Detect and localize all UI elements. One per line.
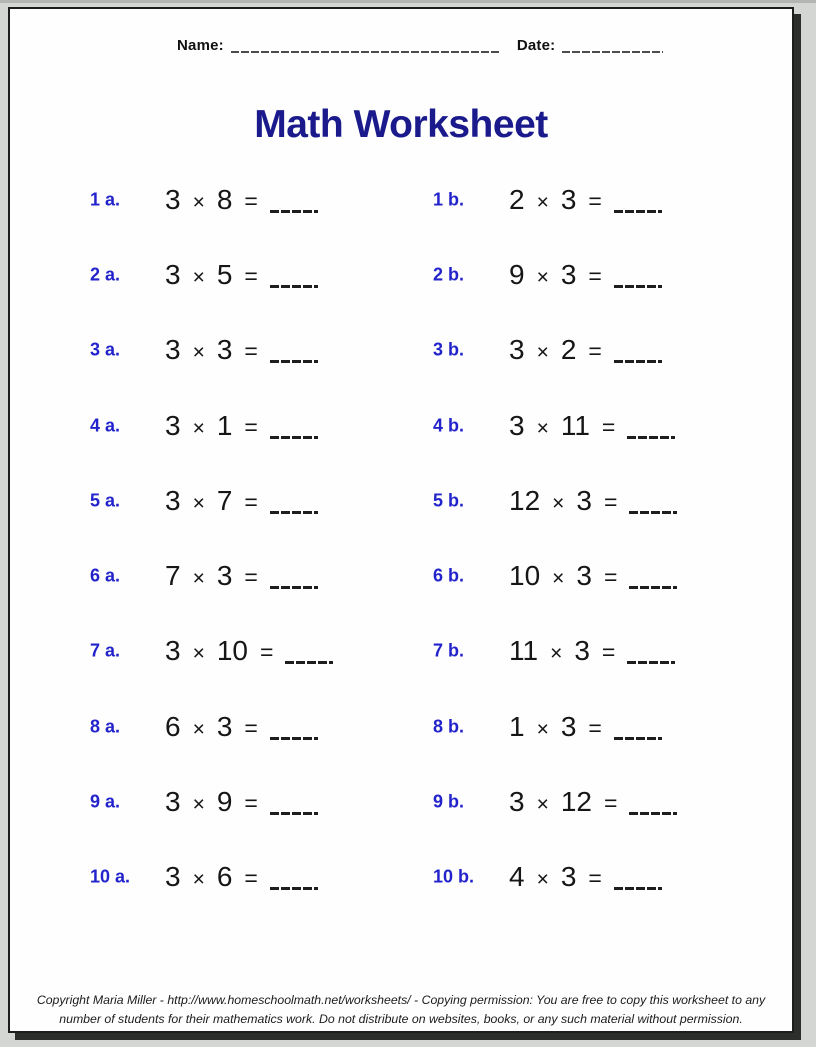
copyright-line-2: number of students for their mathematics work. Do not distribute on websites, books, or any such material without permission. [59,1012,743,1026]
equals-sign: = [588,714,602,741]
name-label: Name: [177,37,224,54]
equals-sign: = [244,187,258,214]
equals-sign: = [244,714,258,741]
factor-2: 11 [560,409,590,441]
equals-sign: = [588,338,602,365]
problem-equation-a [165,711,318,743]
problem-row [10,764,792,839]
problem-equation-a [165,485,318,517]
multiplication-sign-icon: × [192,868,205,892]
answer-blank[interactable] [285,661,333,664]
multiplication-sign-icon: × [550,642,563,666]
factor-2: 3 [216,560,233,592]
multiplication-sign-icon: × [536,341,549,365]
problem-number-a: 3 a. [90,339,121,360]
answer-blank[interactable] [614,737,662,740]
answer-blank[interactable] [614,285,662,288]
problem-row [10,614,792,689]
factor-1: 3 [509,409,525,441]
factor-1: 3 [165,409,181,441]
equals-sign: = [244,564,258,591]
multiplication-sign-icon: × [192,717,205,741]
multiplication-sign-icon: × [192,341,205,365]
window-top-edge [0,0,816,3]
factor-1: 3 [509,786,525,818]
problem-number-a: 7 a. [90,640,121,661]
problem-number-a: 9 a. [90,791,121,812]
worksheet-page [8,7,794,1033]
problem-number-a: 2 a. [90,264,121,285]
multiplication-sign-icon: × [536,793,549,817]
equals-sign: = [604,488,618,515]
factor-2: 3 [560,861,577,893]
equals-sign: = [244,488,258,515]
problem-equation-b [509,184,662,216]
problem-number-b: 5 b. [433,490,465,511]
problem-number-b: 10 b. [433,866,475,887]
answer-blank[interactable] [270,360,318,363]
answer-blank[interactable] [629,812,677,815]
factor-1: 6 [165,710,181,742]
factor-1: 10 [509,560,541,592]
problem-row [10,162,792,237]
equals-sign: = [588,262,602,289]
equals-sign: = [244,413,258,440]
equals-sign: = [604,790,618,817]
problem-equation-a [165,334,318,366]
factor-1: 3 [165,484,181,516]
problem-equation-b [509,711,662,743]
answer-blank[interactable] [270,586,318,589]
factor-2: 3 [576,560,592,592]
factor-1: 3 [165,258,181,290]
problem-number-a: 5 a. [90,490,121,511]
problem-equation-b [509,786,677,818]
multiplication-sign-icon: × [192,265,205,289]
factor-2: 5 [216,258,233,290]
problem-number-b: 7 b. [433,640,465,661]
answer-blank[interactable] [629,511,677,514]
problem-row [10,463,792,538]
factor-2: 9 [216,786,233,818]
answer-blank[interactable] [629,586,677,589]
multiplication-sign-icon: × [192,416,205,440]
multiplication-sign-icon: × [192,642,205,666]
factor-2: 3 [216,334,233,366]
problem-number-a: 8 a. [90,716,121,737]
multiplication-sign-icon: × [536,416,549,440]
factor-2: 6 [216,861,233,893]
answer-blank[interactable] [627,436,675,439]
factor-2: 3 [576,484,592,516]
multiplication-sign-icon: × [192,793,205,817]
answer-blank[interactable] [270,812,318,815]
answer-blank[interactable] [270,436,318,439]
problem-row [10,689,792,764]
factor-1: 12 [509,484,541,516]
problems-grid [10,162,792,915]
multiplication-sign-icon: × [552,491,565,515]
factor-1: 11 [509,635,539,667]
multiplication-sign-icon: × [536,868,549,892]
problem-number-a: 6 a. [90,565,121,586]
problem-row [10,237,792,312]
problem-equation-a [165,635,333,667]
problem-equation-b [509,485,677,517]
factor-1: 3 [509,334,525,366]
factor-2: 3 [560,710,577,742]
problem-equation-b [509,259,662,291]
answer-blank[interactable] [270,285,318,288]
problem-equation-b [509,635,675,667]
problem-equation-a [165,259,318,291]
factor-1: 4 [509,861,525,893]
date-input-line[interactable] [562,39,663,53]
problem-number-a: 1 a. [90,189,121,210]
factor-2: 10 [216,635,248,667]
problem-equation-a [165,861,318,893]
answer-blank[interactable] [270,511,318,514]
problem-number-b: 2 b. [433,264,465,285]
problem-number-b: 6 b. [433,565,465,586]
multiplication-sign-icon: × [536,717,549,741]
equals-sign: = [244,790,258,817]
factor-1: 3 [165,635,181,667]
answer-blank[interactable] [614,210,662,213]
name-input-line[interactable] [231,39,501,53]
factor-1: 1 [509,710,525,742]
multiplication-sign-icon: × [192,190,205,214]
factor-1: 3 [165,786,181,818]
problem-equation-b [509,861,662,893]
date-label: Date: [516,37,556,54]
equals-sign: = [588,865,602,892]
multiplication-sign-icon: × [192,567,205,591]
equals-sign: = [244,338,258,365]
equals-sign: = [260,639,274,666]
factor-1: 3 [165,861,181,893]
answer-blank[interactable] [614,887,662,890]
factor-2: 3 [560,258,577,290]
problem-row [10,388,792,463]
equals-sign: = [244,262,258,289]
equals-sign: = [588,187,602,214]
equals-sign: = [601,413,616,440]
factor-2: 7 [216,484,233,516]
name-date-row [177,36,663,54]
factor-1: 2 [509,183,525,215]
copyright-line-1: Copyright Maria Miller - http://www.homeschoolmath.net/worksheets/ - Copying permission: You are free to copy this worksheet to any [36,993,766,1007]
multiplication-sign-icon: × [552,567,565,591]
problem-number-b: 9 b. [433,791,465,812]
equals-sign: = [601,639,616,666]
problem-number-b: 3 b. [433,339,465,360]
problem-equation-b [509,560,677,592]
problem-row [10,313,792,388]
problem-row [10,538,792,613]
answer-blank[interactable] [270,737,318,740]
answer-blank[interactable] [270,210,318,213]
factor-1: 3 [165,334,181,366]
factor-1: 9 [509,258,525,290]
factor-2: 12 [560,786,592,818]
problem-equation-b [509,410,675,442]
factor-1: 3 [165,183,181,215]
equals-sign: = [244,865,258,892]
equals-sign: = [604,564,618,591]
answer-blank[interactable] [614,360,662,363]
problem-equation-a [165,786,318,818]
problem-number-b: 8 b. [433,716,465,737]
problem-equation-a [165,410,318,442]
factor-2: 3 [560,183,577,215]
problem-number-b: 1 b. [433,189,465,210]
problem-number-a: 10 a. [90,866,131,887]
problem-row [10,840,792,915]
worksheet-title: Math Worksheet [254,103,548,146]
multiplication-sign-icon: × [536,265,549,289]
factor-2: 3 [216,710,233,742]
factor-1: 7 [165,560,181,592]
problem-equation-a [165,560,318,592]
answer-blank[interactable] [270,887,318,890]
problem-equation-b [509,334,662,366]
factor-2: 8 [216,183,233,215]
problem-number-a: 4 a. [90,415,121,436]
multiplication-sign-icon: × [192,491,205,515]
problem-equation-a [165,184,318,216]
problem-number-b: 4 b. [433,415,465,436]
factor-2: 1 [216,409,233,441]
factor-2: 2 [560,334,577,366]
answer-blank[interactable] [627,661,675,664]
multiplication-sign-icon: × [536,190,549,214]
factor-2: 3 [574,635,590,667]
copyright-footer [10,991,792,1029]
